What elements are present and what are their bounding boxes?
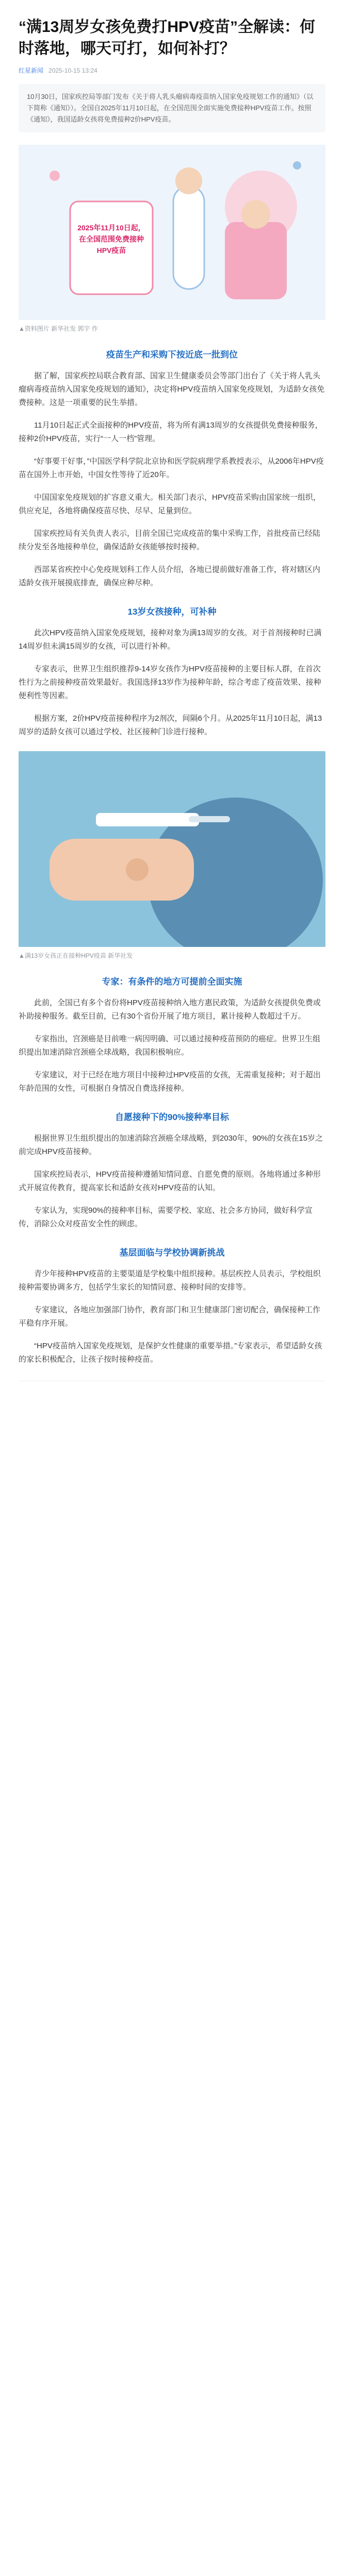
section-4-paragraph: 国家疾控局表示，HPV疫苗接种遵循知情同意、自愿免费的原则。各地将通过多种形式开展宣传教育，提高家长和适龄女孩对HPV疫苗的认知。	[19, 1170, 321, 1192]
section-5-body	[0, 1267, 344, 1366]
section-4-paragraph: 根据世界卫生组织提出的加速消除宫颈癌全球战略，到2030年，90%的女孩在15岁之前完成HPV疫苗接种。	[19, 1134, 323, 1156]
hero-illustration-svg	[19, 145, 325, 320]
section-3-paragraph: 专家指出，宫颈癌是目前唯一病因明确、可以通过接种疫苗预防的癌症。世界卫生组织提出加速消除宫颈癌全球战略，我国积极响应。	[19, 1035, 321, 1057]
section-1-title: 疫苗生产和采购下按近底一批到位	[106, 350, 238, 360]
section-2-body	[0, 626, 344, 739]
section-4-paragraph: 专家认为，实现90%的接种率目标，需要学校、家庭、社会多方协同，做好科学宣传，消除公众对疫苗安全性的顾虑。	[19, 1206, 313, 1228]
section-5-title: 基层面临与学校协调新挑战	[119, 1248, 225, 1258]
article-source[interactable]: 红星新闻	[19, 67, 44, 74]
section-1-paragraph: 据了解，国家疾控局联合教育部、国家卫生健康委员会等部门出台了《关于将人乳头瘤病毒疫苗纳入国家免疫规划的通知》，决定将HPV疫苗纳入国家免疫规划，为适龄女孩免费接种。这是一项重要的民生举措。	[19, 371, 325, 407]
vaccination-photo	[19, 751, 325, 947]
hero-caption: ▲资料图片 新华社发 郭宇 作	[19, 325, 98, 332]
section-3-title: 专家：有条件的地方可提前全面实施	[102, 977, 242, 987]
vaccination-figure	[19, 751, 325, 960]
vaccination-photo-svg	[19, 751, 325, 947]
section-2-paragraph: 专家表示，世界卫生组织推荐9-14岁女孩作为HPV疫苗接种的主要目标人群，在首次性行为之前接种疫苗效果最好。我国选择13岁作为接种年龄，综合考虑了疫苗效果、接种便利性等因素。	[19, 665, 321, 700]
section-4-body	[0, 1132, 344, 1231]
section-5-paragraph: 青少年接种HPV疫苗的主要渠道是学校集中组织接种。基层疾控人员表示，学校组织接种需要协调多方，包括学生家长的知情同意、接种时间的安排等。	[19, 1269, 321, 1292]
section-1-paragraph: “好事要干好事，”中国医学科学院北京协和医学院病理学系教授表示，从2006年HPV疫苗在国外上市开始，中国女性等待了近20年。	[19, 457, 324, 479]
section-1-paragraph: 中国国家免疫规划的扩容意义重大。相关部门表示，HPV疫苗采购由国家统一组织，供应充足，各地将确保疫苗尽快、尽早、足量到位。	[19, 493, 321, 515]
article-summary: 10月30日，国家疾控局等部门发布《关于将人乳头瘤病毒疫苗纳入国家免疫规划工作的通知》（以下简称《通知》）。全国自2025年11月10日起，在全国范围全面实施免费接种HPV疫苗工作。按照《通知》，我国适龄女孩将免费接种2价HPV疫苗。	[19, 84, 325, 132]
section-1-body	[0, 369, 344, 590]
section-3-body	[0, 996, 344, 1095]
article-meta	[0, 60, 344, 75]
section-1-paragraph: 国家疾控局有关负责人表示，目前全国已完成疫苗的集中采购工作，首批疫苗已经陆续分发至各地接种单位，确保适龄女孩能够按时接种。	[19, 529, 321, 551]
section-5-paragraph: 专家建议，各地应加强部门协作，教育部门和卫生健康部门密切配合，确保接种工作平稳有序开展。	[19, 1306, 321, 1328]
section-2-paragraph: 根据方案，2价HPV疫苗接种程序为2剂次，间隔6个月。从2025年11月10日起，满13周岁的适龄女孩可以通过学校、社区接种门诊进行接种。	[19, 714, 322, 736]
section-5-paragraph: “HPV疫苗纳入国家免疫规划，是保护女性健康的重要举措。”专家表示，希望适龄女孩的家长积极配合，让孩子按时接种疫苗。	[19, 1342, 322, 1364]
section-2-paragraph: 此次HPV疫苗纳入国家免疫规划，接种对象为满13周岁的女孩。对于首剂接种时已满14周岁但未满15周岁的女孩，可以进行补种。	[19, 629, 322, 651]
vaccination-caption: ▲满13岁女孩正在接种HPV疫苗 新华社发	[19, 952, 133, 959]
article-title: “满13周岁女孩免费打HPV疫苗”全解读：何时落地，哪天可打，如何补打？	[19, 19, 316, 57]
article-date: 2025-10-15 13:24	[48, 66, 97, 74]
section-3-paragraph: 专家建议，对于已经在地方项目中接种过HPV疫苗的女孩，无需重复接种；对于超出年龄范围的女性，可根据自身情况自费选择接种。	[19, 1071, 321, 1093]
section-4-title: 自愿接种下的90%接种率目标	[114, 1112, 230, 1122]
hero-figure	[19, 145, 325, 333]
hero-badge-text: 2025年11月10日起，在全国范围免费接种HPV疫苗	[77, 224, 145, 255]
section-1-paragraph: 西部某省疾控中心免疫规划科工作人员介绍，各地已提前做好准备工作，将对辖区内适龄女孩开展摸底排查，确保应种尽种。	[19, 565, 321, 587]
section-1-paragraph: 11月10日起正式全面接种的HPV疫苗，将为所有满13周岁的女孩提供免费接种服务，接种2价HPV疫苗，实行“一人一档”管理。	[19, 421, 323, 443]
section-3-paragraph: 此前，全国已有多个省份将HPV疫苗接种纳入地方惠民政策，为适龄女孩提供免费或补助接种服务。截至目前，已有30个省份开展了地方项目，累计接种人数超过千万。	[19, 998, 321, 1021]
section-2-title: 13岁女孩接种，可补种	[127, 607, 217, 617]
hero-illustration	[19, 145, 325, 320]
